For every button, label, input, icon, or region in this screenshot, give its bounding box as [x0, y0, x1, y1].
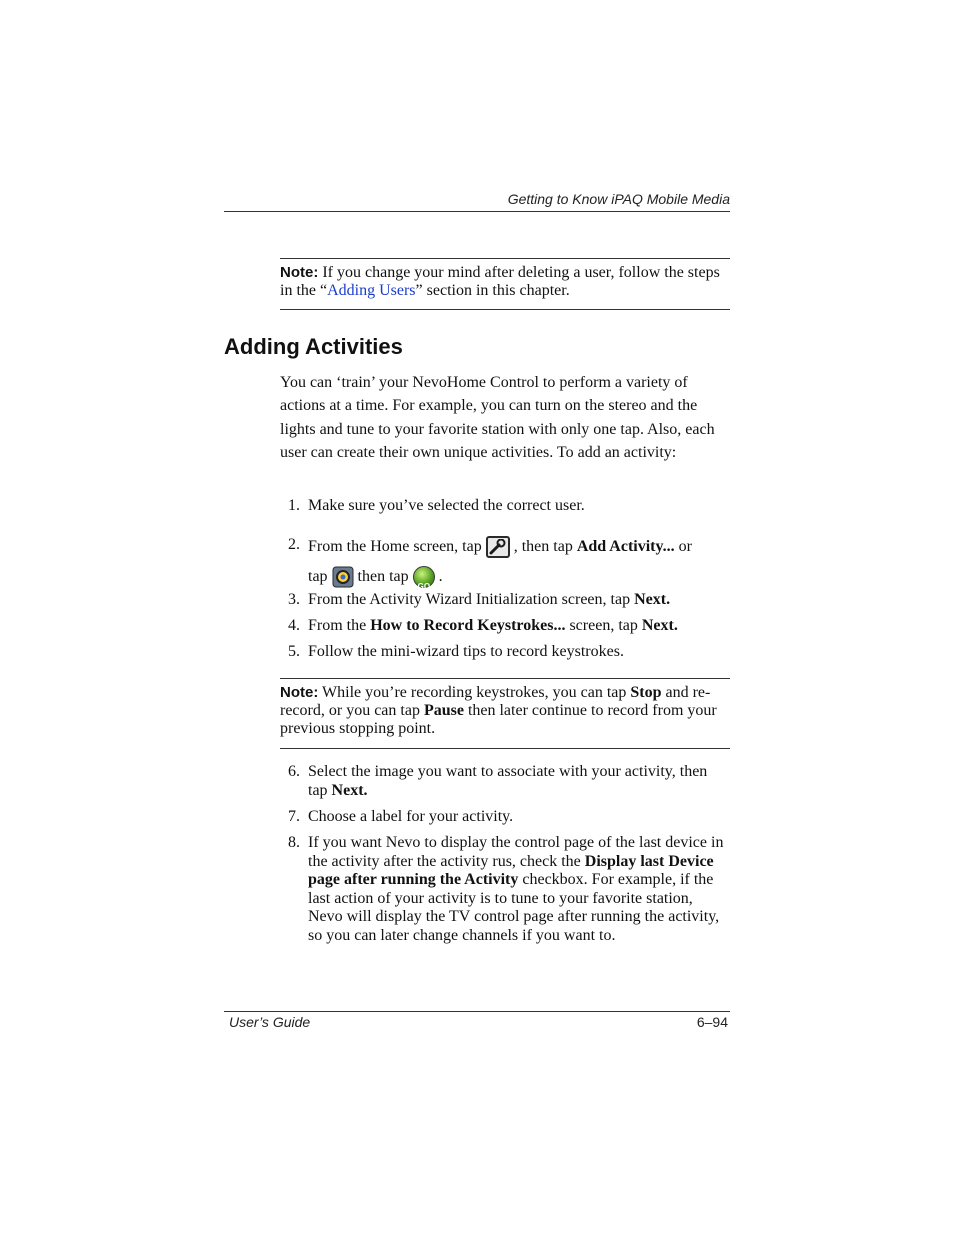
- display-last-device-label: Display last Device page after running the Activity: [308, 852, 714, 888]
- step-text-part: tap: [308, 568, 332, 585]
- note-recording: [280, 684, 730, 738]
- step-text-part: checkbox. For example, if the last action of your activity is to tune to your favorite station, Nevo will display the TV control page after running the activity, so you can later change channels if you want to.: [308, 871, 720, 944]
- note-text: While you’re recording keystrokes, you can tap: [318, 684, 631, 701]
- note2-bottom-rule: [280, 748, 730, 749]
- step-text-part: .: [434, 568, 443, 585]
- step-text: Choose a label for your activity.: [308, 808, 514, 825]
- step-text: [308, 532, 730, 592]
- step-3: [288, 591, 730, 610]
- adding-users-link[interactable]: Adding Users: [327, 282, 416, 299]
- step-2: [288, 532, 730, 592]
- note-text: and re-record, or you can tap: [280, 684, 711, 719]
- stop-label: Stop: [630, 684, 662, 701]
- step-4: [288, 617, 730, 636]
- step-6: [288, 763, 730, 800]
- step-number: 7.: [288, 808, 300, 825]
- gear-icon: [332, 566, 354, 588]
- note1-bottom-rule: [280, 309, 730, 310]
- step-text-part: , then tap: [509, 538, 577, 555]
- add-activity-label: Add Activity...: [576, 538, 675, 555]
- step-7: [288, 808, 730, 827]
- step-text-part: From the Home screen, tap: [308, 538, 486, 555]
- section-heading: Adding Activities: [224, 334, 403, 359]
- step-8: [288, 834, 730, 945]
- record-keystrokes-label: How to Record Keystrokes...: [370, 617, 566, 634]
- note-text: then later continue to record from your previous stopping point.: [280, 702, 717, 737]
- step-number: 6.: [288, 763, 300, 780]
- note-label: Note:: [280, 684, 319, 701]
- step-number: 8.: [288, 834, 300, 851]
- header-rule: [224, 211, 730, 212]
- running-header: Getting to Know iPAQ Mobile Media: [507, 191, 730, 207]
- step-1: [288, 497, 730, 516]
- step-text: Follow the mini-wizard tips to record keystrokes.: [308, 643, 624, 660]
- note1-top-rule: [280, 258, 730, 259]
- step-text: Make sure you’ve selected the correct user.: [308, 497, 585, 514]
- note-text-end: ” section in this chapter.: [415, 282, 570, 299]
- step-number: 2.: [288, 536, 300, 553]
- pause-label: Pause: [423, 702, 464, 719]
- step-5: [288, 643, 730, 662]
- step-text-part: screen, tap: [565, 617, 642, 634]
- step-text: [308, 763, 730, 800]
- intro-paragraph: You can ‘train’ your NevoHome Control to perform a variety of actions at a time. For example, you can turn on the stereo and the lights and tune to your favorite station with only one tap. Also, each user can create their own unique activities. To add an activity:: [280, 374, 715, 461]
- step-number: 4.: [288, 617, 300, 634]
- note-label: Note:: [280, 264, 319, 281]
- step-text-part: If you want Nevo to display the control page of the last device in the activity after the activity rus, check the: [308, 834, 724, 870]
- go-icon-label: GO: [417, 582, 431, 592]
- wrench-icon: [486, 536, 510, 558]
- next-label: Next.: [641, 617, 678, 634]
- step-text: [308, 834, 730, 945]
- go-icon: [413, 566, 435, 592]
- note-deleting-user: [280, 264, 730, 300]
- step-text: [308, 591, 730, 610]
- step-number: 1.: [288, 497, 300, 514]
- step-number: 3.: [288, 591, 300, 608]
- note-text: If you change your mind after deleting a user, follow the steps in the “: [280, 264, 720, 299]
- next-label: Next.: [634, 591, 671, 608]
- footer-rule: [224, 1011, 730, 1012]
- note2-top-rule: [280, 678, 730, 679]
- next-label: Next.: [331, 781, 368, 799]
- step-text-part: From the: [308, 617, 371, 634]
- step-text-part: Select the image you want to associate with your activity, then tap: [308, 763, 708, 799]
- step-text: [308, 617, 730, 636]
- step-number: 5.: [288, 643, 300, 660]
- step-text-part: From the Activity Wizard Initialization screen, tap: [308, 591, 635, 608]
- step-text-part: then tap: [353, 568, 413, 585]
- step-text-part: or: [674, 538, 692, 555]
- footer-guide-title: User’s Guide: [229, 1014, 311, 1030]
- page-number: 6–94: [696, 1014, 728, 1030]
